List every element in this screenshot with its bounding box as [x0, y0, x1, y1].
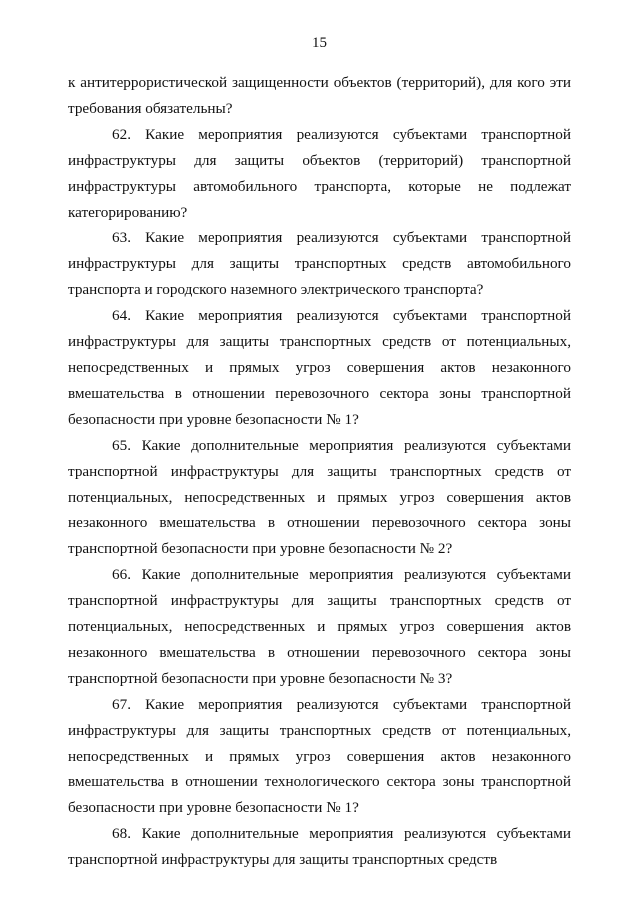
question-number: 66.	[112, 566, 131, 584]
question-text: Какие дополнительные мероприятия реализуются субъектами транспортной инфраструктуры для защиты транспортных средств	[68, 825, 572, 869]
question-text: Какие мероприятия реализуются субъектами транспортной инфраструктуры для защиты транспортных средств автомобильного транспорта и городского наземного электрического транспорта?	[68, 229, 571, 299]
question-number: 65.	[112, 436, 131, 454]
question-number: 62.	[112, 125, 131, 143]
question-65	[68, 433, 571, 563]
question-66	[68, 562, 571, 692]
question-63	[68, 225, 571, 303]
question-number: 67.	[112, 695, 131, 713]
question-62	[68, 122, 571, 226]
question-number: 68.	[112, 825, 131, 843]
question-text: Какие мероприятия реализуются субъектами транспортной инфраструктуры для защиты транспортных средств от потенциальных, непосредственных и прямых угроз совершения актов незаконного вмешательства в отношении технологического сектора зоны транспортной безопасности при уровне безопасности № 1?	[68, 695, 571, 817]
question-64	[68, 303, 571, 433]
question-68	[68, 821, 571, 873]
question-text: Какие мероприятия реализуются субъектами транспортной инфраструктуры для защиты объектов (территорий) транспортной инфраструктуры автомобильного транспорта, которые не подлежат категорированию?	[68, 125, 571, 221]
question-text: Какие дополнительные мероприятия реализуются субъектами транспортной инфраструктуры для защиты транспортных средств от потенциальных, непосредственных и прямых угроз совершения актов незаконного вмешательства в отношении перевозочного сектора зоны транспортной безопасности при уровне безопасности № 3?	[68, 566, 572, 687]
paragraph-text: к антитеррористической защищенности объектов (территорий), для кого эти требования обязательны?	[68, 74, 571, 117]
page-number: 15	[312, 35, 327, 51]
question-text: Какие дополнительные мероприятия реализуются субъектами транспортной инфраструктуры для защиты транспортных средств от потенциальных, непосредственных и прямых угроз совершения актов незаконного вмешательства в отношении перевозочного сектора зоны транспортной безопасности при уровне безопасности № 2?	[68, 436, 572, 558]
question-number: 64.	[112, 307, 131, 325]
question-number: 63.	[112, 229, 131, 247]
paragraph-continuation	[68, 70, 571, 122]
question-67	[68, 692, 571, 822]
question-text: Какие мероприятия реализуются субъектами транспортной инфраструктуры для защиты транспортных средств от потенциальных, непосредственных и прямых угроз совершения актов незаконного вмешательства в отношении перевозочного сектора зоны транспортной безопасности при уровне безопасности № 1?	[68, 307, 571, 428]
